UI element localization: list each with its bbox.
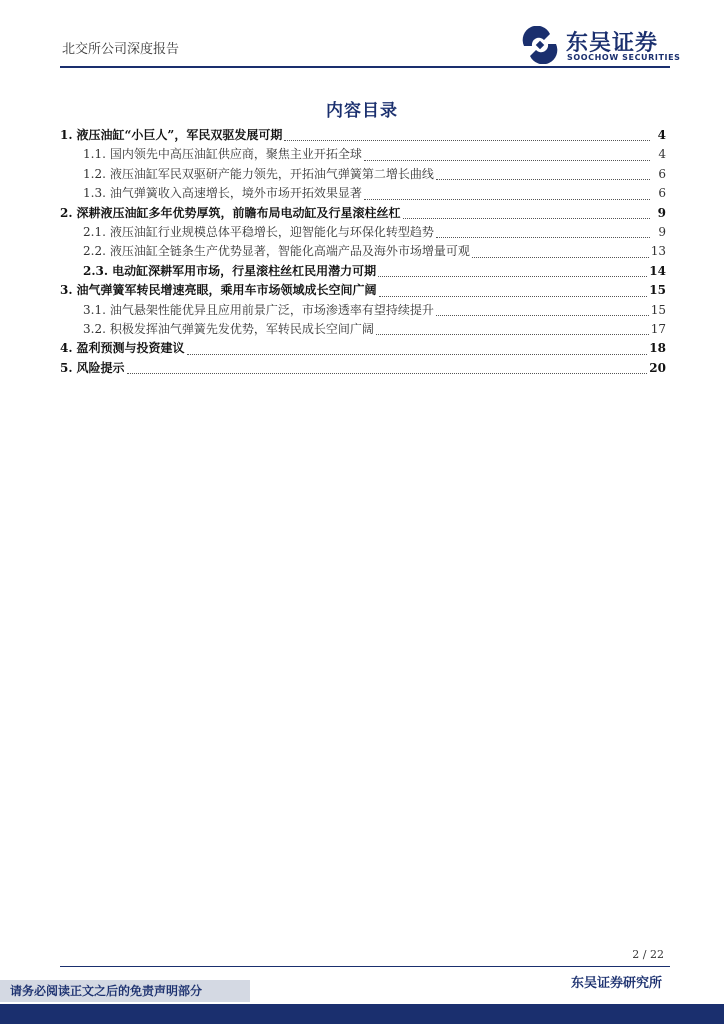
toc-entry-page: 6 xyxy=(658,166,666,181)
logo-text-cn: 东吴证券 xyxy=(566,31,659,56)
toc-entry-page: 20 xyxy=(649,360,666,375)
toc-leader-dots xyxy=(376,333,649,335)
toc-entry[interactable] xyxy=(60,242,666,261)
toc-entry-number: 3. xyxy=(60,283,73,298)
toc-entry[interactable] xyxy=(60,223,666,242)
toc-entry-page: 15 xyxy=(649,283,666,298)
toc-entry-page: 9 xyxy=(657,205,666,220)
toc-entry[interactable] xyxy=(60,262,666,281)
toc-entry[interactable] xyxy=(60,320,666,339)
toc-leader-dots xyxy=(436,178,650,180)
toc-entry-page: 4 xyxy=(658,147,666,162)
toc-entry-title: 油气弹簧收入高速增长，境外市场开拓效果显著 xyxy=(109,186,362,201)
toc-entry-number: 2. xyxy=(60,205,73,220)
toc-leader-dots xyxy=(436,236,650,238)
toc-leader-dots xyxy=(284,139,650,141)
toc-leader-dots xyxy=(187,353,648,355)
toc-title: 内容目录 xyxy=(326,101,398,121)
toc-entry-number: 1.1. xyxy=(83,147,106,162)
disclaimer-notice: 请务必阅读正文之后的免责声明部分 xyxy=(0,980,250,1002)
logo-text-en: SOOCHOW SECURITIES xyxy=(567,53,681,62)
toc-entry[interactable] xyxy=(60,145,666,164)
toc-leader-dots xyxy=(379,295,648,297)
toc-leader-dots xyxy=(436,314,649,316)
toc-entry[interactable] xyxy=(60,204,666,223)
toc-entry-title: 液压油缸行业规模总体平稳增长，迎智能化与环保化转型趋势 xyxy=(109,224,434,239)
toc-entry-number: 4. xyxy=(60,341,73,356)
toc-entry-title: 深耕液压油缸多年优势厚筑，前瞻布局电动缸及行星滚柱丝杠 xyxy=(76,205,401,220)
toc-leader-dots xyxy=(364,159,650,161)
toc-entry-page: 6 xyxy=(658,186,666,201)
toc-entry-page: 13 xyxy=(650,244,666,259)
footer-divider xyxy=(60,966,670,967)
header-divider xyxy=(60,66,670,68)
toc-entry-page: 17 xyxy=(650,321,666,336)
toc-entry-title: 国内领先中高压油缸供应商，聚焦主业开拓全球 xyxy=(109,147,362,162)
toc-entry-title: 液压油缸军民双驱研产能力领先，开拓油气弹簧第二增长曲线 xyxy=(109,166,434,181)
toc-entry-page: 15 xyxy=(650,302,666,317)
toc-entry[interactable] xyxy=(60,281,666,300)
toc-leader-dots xyxy=(378,275,647,277)
toc-entry-number: 3.2. xyxy=(83,321,106,336)
institute-name: 东吴证券研究所 xyxy=(570,976,662,991)
toc-entry-number: 1.2. xyxy=(83,166,106,181)
toc-leader-dots xyxy=(127,372,648,374)
toc-entry[interactable] xyxy=(60,301,666,320)
toc-entry[interactable] xyxy=(60,184,666,203)
toc-entry[interactable] xyxy=(60,126,666,145)
toc-entry-number: 3.1. xyxy=(83,302,106,317)
toc-entry-title: 盈利预测与投资建议 xyxy=(76,341,185,356)
toc-entry-title: 油气悬架性能优异且应用前景广泛，市场渗透率有望持续提升 xyxy=(109,302,434,317)
toc-entry[interactable] xyxy=(60,359,666,378)
toc-entry[interactable] xyxy=(60,339,666,358)
toc-entry-number: 1.3. xyxy=(83,186,106,201)
toc-entry-title: 风险提示 xyxy=(76,360,125,375)
toc-entry-number: 2.1. xyxy=(83,224,106,239)
toc-entry-title: 液压油缸“小巨人”，军民双驱发展可期 xyxy=(76,128,283,142)
toc-entry-number: 5. xyxy=(60,360,73,375)
toc-entry-page: 18 xyxy=(649,341,666,356)
toc-entry-page: 14 xyxy=(649,263,666,278)
toc-entry-title: 液压油缸全链条生产优势显著，智能化高端产品及海外市场增量可观 xyxy=(109,244,470,259)
table-of-contents xyxy=(60,126,666,378)
toc-entry-number: 2.2. xyxy=(83,244,106,259)
report-type-label: 北交所公司深度报告 xyxy=(62,42,180,57)
toc-entry-title: 积极发挥油气弹簧先发优势，军转民成长空间广阔 xyxy=(109,321,374,336)
toc-entry[interactable] xyxy=(60,165,666,184)
toc-entry-title: 油气弹簧军转民增速亮眼，乘用车市场领域成长空间广阔 xyxy=(76,283,377,298)
page-number: 2 / 22 xyxy=(632,948,664,961)
toc-entry-number: 1. xyxy=(60,128,73,142)
toc-entry-title: 电动缸深耕军用市场，行星滚柱丝杠民用潜力可期 xyxy=(112,263,377,278)
toc-leader-dots xyxy=(364,198,650,200)
toc-leader-dots xyxy=(472,256,649,258)
company-logo xyxy=(520,26,690,66)
soochow-logo-icon xyxy=(520,26,560,64)
toc-entry-number: 2.3. xyxy=(83,263,109,278)
toc-entry-page: 4 xyxy=(657,128,666,142)
toc-entry-page: 9 xyxy=(658,224,666,239)
toc-leader-dots xyxy=(403,217,650,219)
footer-band xyxy=(0,1004,724,1024)
